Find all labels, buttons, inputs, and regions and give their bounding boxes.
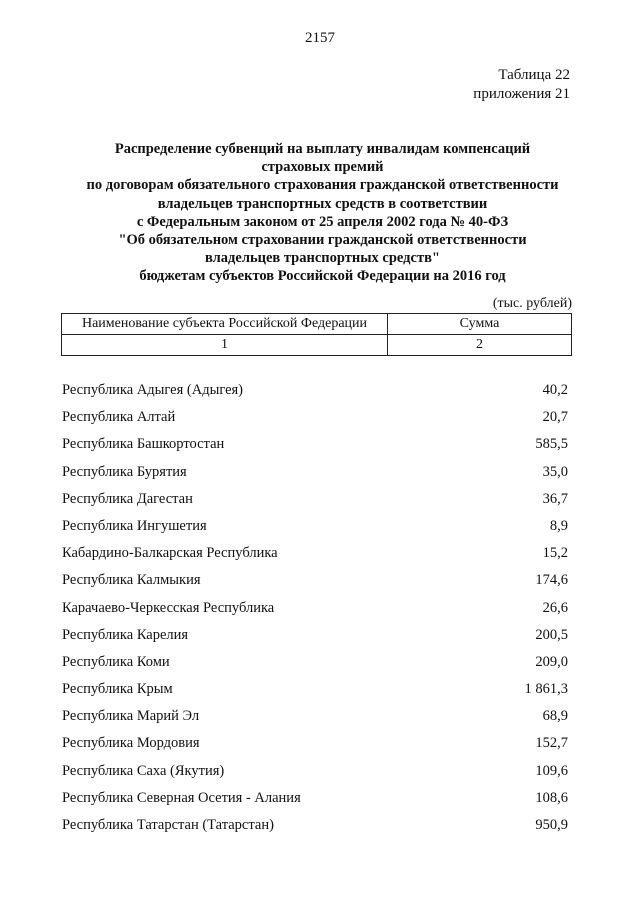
table-row (0, 432, 640, 459)
table-row (0, 514, 640, 541)
title-line: страховых премий (261, 159, 384, 176)
subject-name: Республика Калмыкия (62, 572, 201, 589)
subject-name: Карачаево-Черкесская Республика (62, 599, 275, 616)
subject-amount: 209,0 (535, 653, 568, 670)
table-row (0, 405, 640, 432)
table-row (0, 704, 640, 731)
subject-name: Республика Карелия (62, 626, 189, 643)
subject-name: Республика Крым (62, 681, 173, 698)
subject-name: Республика Северная Осетия - Алания (62, 789, 301, 806)
table-column-numbers-row (62, 335, 572, 356)
column-number-1: 1 (62, 335, 388, 356)
table-reference-line-2: приложения 21 (473, 86, 570, 102)
subject-amount: 35,0 (542, 463, 568, 480)
header-amount: Сумма (388, 314, 572, 335)
table-row (0, 378, 640, 405)
header-subject-name: Наименование субъекта Российской Федерации (62, 314, 388, 335)
title-line: "Об обязательном страховании гражданской ответственности (118, 232, 527, 249)
table-row (0, 813, 640, 840)
title-line: владельцев транспортных средств" (205, 250, 440, 267)
subject-amount: 15,2 (542, 545, 568, 562)
title-line: по договорам обязательного страхования гражданской ответственности (86, 177, 559, 194)
subject-name: Республика Саха (Якутия) (62, 762, 225, 779)
subject-amount: 1 861,3 (524, 681, 568, 698)
table-row (0, 541, 640, 568)
table-row (0, 786, 640, 813)
subject-name: Республика Бурятия (62, 463, 187, 480)
subject-amount: 174,6 (535, 572, 568, 589)
title-line: владельцев транспортных средств в соответствии (157, 195, 488, 212)
table-reference (473, 66, 570, 104)
subject-amount: 20,7 (542, 409, 568, 426)
table-row (0, 460, 640, 487)
title-line: бюджетам субъектов Российской Федерации на 2016 год (139, 268, 506, 285)
subject-amount: 109,6 (535, 762, 568, 779)
table-row (0, 731, 640, 758)
subject-name: Республика Дагестан (62, 490, 193, 507)
table-row (0, 568, 640, 595)
subject-name: Республика Марий Эл (62, 708, 200, 725)
page-number: 2157 (305, 30, 335, 46)
subject-name: Республика Ингушетия (62, 517, 207, 534)
table-row (0, 650, 640, 677)
subject-name: Республика Адыгея (Адыгея) (62, 382, 244, 398)
subject-name: Республика Алтай (62, 409, 176, 426)
table-row (0, 759, 640, 786)
subject-amount: 108,6 (535, 789, 568, 806)
title-line: с Федеральным законом от 25 апреля 2002 года № 40-ФЗ (136, 213, 509, 230)
subject-amount: 8,9 (549, 517, 568, 534)
subject-list (0, 378, 640, 840)
table-row (0, 487, 640, 514)
table-row (0, 623, 640, 650)
subject-amount: 26,6 (542, 599, 568, 616)
subject-amount: 585,5 (535, 436, 568, 453)
table-row (0, 596, 640, 623)
title-line: Распределение субвенций на выплату инвалидам компенсаций (114, 141, 531, 157)
subject-amount: 950,9 (535, 817, 568, 833)
column-number-2: 2 (388, 335, 572, 356)
subject-name: Республика Мордовия (62, 735, 200, 752)
subject-amount: 68,9 (542, 708, 568, 725)
table-row (0, 677, 640, 704)
subject-amount: 40,2 (542, 382, 568, 398)
table-header-row (62, 314, 572, 335)
subject-name: Республика Башкортостан (62, 436, 225, 453)
subject-name: Кабардино-Балкарская Республика (62, 545, 278, 562)
unit-label: (тыс. рублей) (492, 296, 572, 311)
subject-name: Республика Татарстан (Татарстан) (62, 817, 274, 833)
subject-amount: 36,7 (542, 490, 568, 507)
document-title (40, 140, 605, 286)
subject-amount: 152,7 (535, 735, 568, 752)
subject-name: Республика Коми (62, 653, 170, 670)
table-header (61, 313, 572, 356)
subject-amount: 200,5 (535, 626, 568, 643)
table-reference-line-1: Таблица 22 (498, 67, 570, 83)
